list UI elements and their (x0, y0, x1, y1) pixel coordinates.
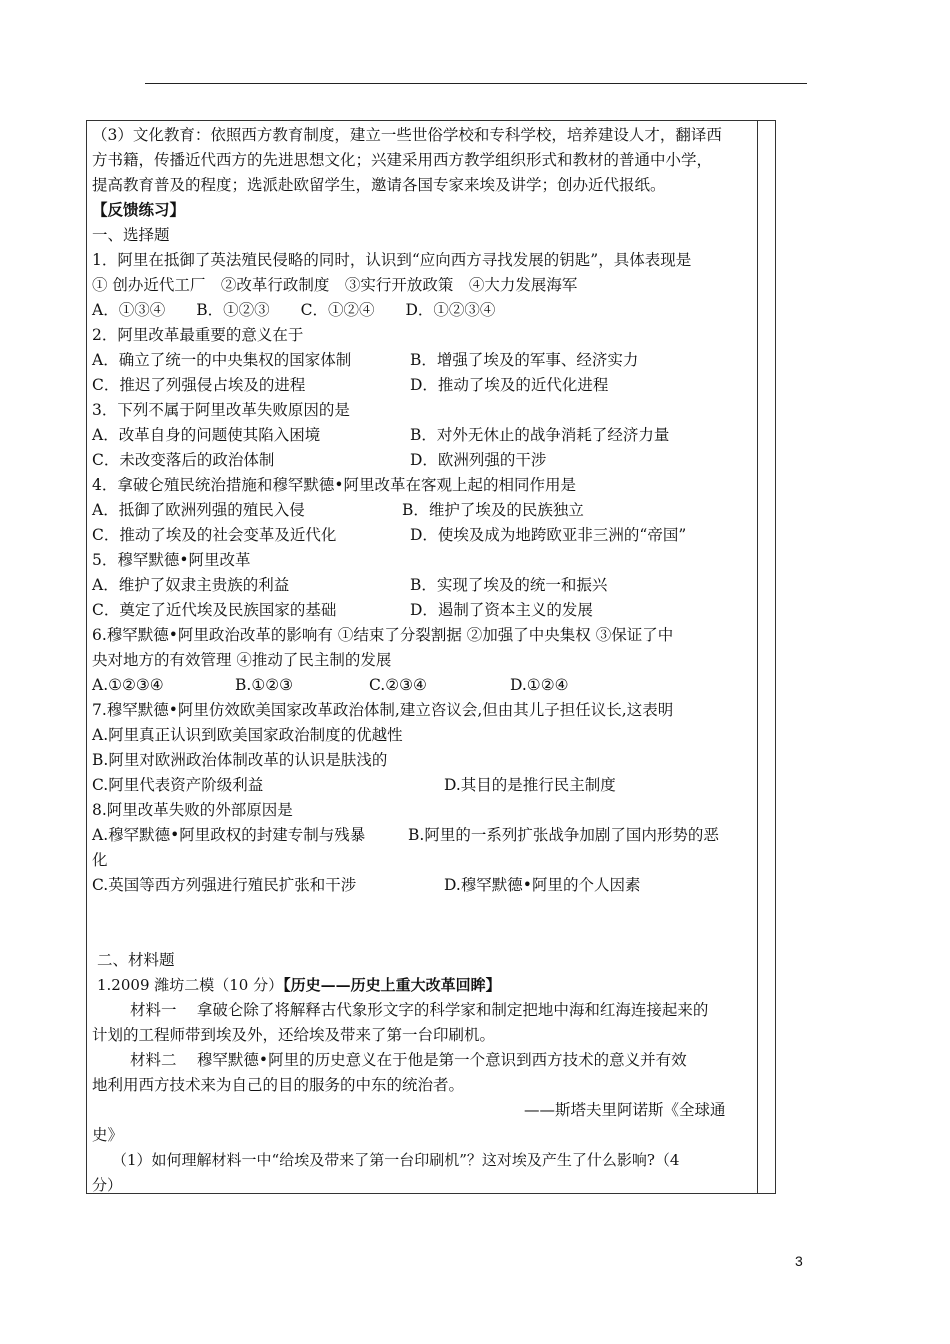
question-8: 8.阿里改革失败的外部原因是 (92, 801, 293, 819)
subquestion-1-line-1: （1）如何理解材料一中“给埃及带来了第一台印刷机”？这对埃及产生了什么影响?（4 (112, 1151, 680, 1169)
question-4: 4．拿破仑殖民统治措施和穆罕默德•阿里改革在客观上起的相同作用是 (92, 476, 577, 494)
question-8-option-d: D.穆罕默德•阿里的个人因素 (444, 876, 641, 894)
question-8-option-b: B.阿里的一系列扩张战争加剧了国内形势的恶 (408, 826, 719, 844)
feedback-heading: 【反馈练习】 (92, 200, 186, 219)
question-2-option-d: D．推动了埃及的近代化进程 (410, 376, 609, 394)
question-7: 7.穆罕默德•阿里仿效欧美国家改革政治体制,建立咨议会,但由其儿子担任议长,这表明 (92, 701, 674, 719)
question-6-option-a: A.①②③④ (92, 676, 164, 694)
question-5-option-a: A．维护了奴隶主贵族的利益 (92, 576, 290, 594)
page-number: 3 (795, 1253, 803, 1269)
question-5-option-d: D．遏制了资本主义的发展 (410, 601, 593, 619)
material-heading-topic: 【历史——历史上重大改革回眸】 (283, 976, 501, 994)
section-material: 二、材料题 (97, 951, 175, 969)
question-5-option-b: B．实现了埃及的统一和振兴 (410, 576, 608, 594)
material-heading-source: 1.2009 潍坊二模（10 分） (97, 976, 284, 994)
question-4-option-b: B．维护了埃及的民族独立 (402, 501, 584, 519)
table-column-divider (757, 120, 758, 1194)
question-7-option-b: B.阿里对欧洲政治体制改革的认识是肤浅的 (92, 751, 388, 769)
question-2: 2．阿里改革最重要的意义在于 (92, 326, 304, 344)
question-5-option-c: C．奠定了近代埃及民族国家的基础 (92, 601, 337, 619)
question-7-option-c: C.阿里代表资产阶级利益 (92, 776, 264, 794)
material-citation: ——斯塔夫里阿诺斯《全球通 (524, 1101, 726, 1119)
header-rule (145, 83, 807, 84)
subquestion-1-line-2: 分） (92, 1176, 123, 1194)
question-4-option-a: A．抵御了欧洲列强的殖民入侵 (92, 501, 305, 519)
question-1: 1．阿里在抵御了英法殖民侵略的同时，认识到“应向西方寻找发展的钥匙”，具体表现是 (92, 251, 692, 269)
material-2-line-2: 地利用西方技术来为自己的目的服务的中东的统治者。 (92, 1076, 465, 1094)
question-5: 5．穆罕默德•阿里改革 (92, 551, 251, 569)
material-heading (97, 975, 501, 995)
question-8-option-c: C.英国等西方列强进行殖民扩张和干涉 (92, 876, 357, 894)
question-6-option-d: D.①②④ (510, 676, 569, 694)
material-citation-wrap: 史》 (92, 1126, 124, 1144)
question-7-option-d: D.其目的是推行民主制度 (444, 776, 616, 794)
question-1-items: ① 创办近代工厂 ②改革行政制度 ③实行开放政策 ④大力发展海军 (92, 276, 578, 294)
question-1-options: A．①③④ B．①②③ C．①②④ D．①②③④ (92, 301, 496, 319)
question-3-option-a: A．改革自身的问题使其陷入困境 (92, 426, 321, 444)
question-8-option-a: A.穆罕默德•阿里政权的封建专制与残暴 (92, 826, 366, 844)
question-2-option-a: A．确立了统一的中央集权的国家体制 (92, 351, 352, 369)
question-3-option-c: C．未改变落后的政治体制 (92, 451, 275, 469)
culture-education-line-1: （3）文化教育：依照西方教育制度，建立一些世俗学校和专科学校，培养建设人才，翻译西 (92, 126, 722, 144)
material-1-line-1: 材料一 拿破仑除了将解释古代象形文字的科学家和制定把地中海和红海连接起来的 (130, 1001, 709, 1019)
question-4-option-d: D．使埃及成为地跨欧亚非三洲的“帝国” (410, 526, 687, 544)
question-3-option-d: D．欧洲列强的干涉 (410, 451, 547, 469)
question-3-option-b: B．对外无休止的战争消耗了经济力量 (410, 426, 670, 444)
culture-education-line-3: 提高教育普及的程度；选派赴欧留学生，邀请各国专家来埃及讲学；创办近代报纸。 (92, 176, 666, 194)
question-6-option-b: B.①②③ (235, 676, 294, 694)
question-6-line-2: 央对地方的有效管理 ④推动了民主制的发展 (92, 651, 392, 669)
question-7-option-a: A.阿里真正认识到欧美国家政治制度的优越性 (92, 726, 403, 744)
question-2-option-c: C．推迟了列强侵占埃及的进程 (92, 376, 306, 394)
material-2-line-1: 材料二 穆罕默德•阿里的历史意义在于他是第一个意识到西方技术的意义并有效 (130, 1051, 687, 1069)
question-4-option-c: C．推动了埃及的社会变革及近代化 (92, 526, 337, 544)
question-2-option-b: B．增强了埃及的军事、经济实力 (410, 351, 639, 369)
question-8-option-b-wrap: 化 (92, 851, 108, 869)
question-3: 3．下列不属于阿里改革失败原因的是 (92, 401, 350, 419)
section-multiple-choice: 一、选择题 (92, 226, 170, 244)
question-6-option-c: C.②③④ (369, 676, 427, 694)
culture-education-line-2: 方书籍，传播近代西方的先进思想文化；兴建采用西方教学组织形式和教材的普通中小学， (92, 151, 713, 169)
material-1-line-2: 计划的工程师带到埃及外，还给埃及带来了第一台印刷机。 (92, 1026, 496, 1044)
question-6-line-1: 6.穆罕默德•阿里政治改革的影响有 ①结束了分裂割据 ②加强了中央集权 ③保证了中 (92, 626, 674, 644)
